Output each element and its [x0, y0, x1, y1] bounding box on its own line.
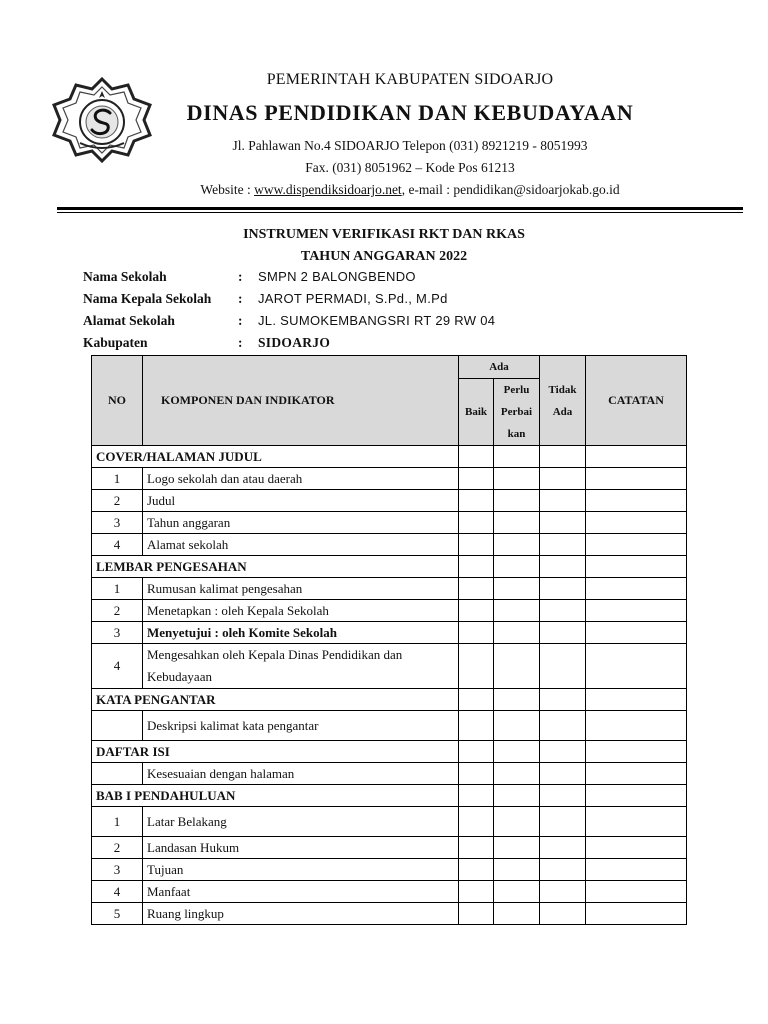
section-title: COVER/HALAMAN JUDUL — [92, 446, 459, 468]
website-link[interactable]: www.dispendiksidoarjo.net — [254, 182, 402, 197]
cell-baik[interactable] — [459, 807, 494, 837]
cell-baik[interactable] — [459, 881, 494, 903]
table-row — [92, 837, 687, 859]
header-tidak-ada-line1: Tidak — [548, 383, 577, 396]
cell-perlu-perbaikan[interactable] — [494, 600, 540, 622]
info-value: SIDOARJO — [258, 335, 331, 350]
cell-perlu-perbaikan[interactable] — [494, 881, 540, 903]
row-number: 2 — [92, 837, 143, 859]
row-number: 4 — [92, 881, 143, 903]
header-catatan: CATATAN — [586, 356, 687, 446]
row-number: 4 — [92, 644, 143, 689]
info-label: Alamat Sekolah — [83, 313, 175, 328]
email-text: , e-mail : pendidikan@sidoarjokab.go.id — [401, 182, 620, 197]
info-label: Nama Kepala Sekolah — [83, 291, 212, 306]
row-number: 2 — [92, 490, 143, 512]
section-title: BAB I PENDAHULUAN — [92, 785, 459, 807]
row-number: 3 — [92, 859, 143, 881]
table-row — [92, 763, 687, 785]
indicator-cell: Manfaat — [143, 881, 459, 903]
cell-perlu-perbaikan[interactable] — [494, 711, 540, 741]
row-number — [92, 711, 143, 741]
cell-baik[interactable] — [459, 837, 494, 859]
cell-perlu-perbaikan[interactable] — [494, 689, 540, 711]
header-komponen: KOMPONEN DAN INDIKATOR — [143, 356, 459, 446]
cell-catatan[interactable] — [586, 556, 687, 578]
letterhead-rule-thick — [57, 207, 743, 210]
cell-perlu-perbaikan[interactable] — [494, 807, 540, 837]
cell-tidak-ada[interactable] — [540, 512, 586, 534]
row-number: 1 — [92, 807, 143, 837]
cell-perlu-perbaikan[interactable] — [494, 534, 540, 556]
table-row — [92, 881, 687, 903]
cell-catatan[interactable] — [586, 741, 687, 763]
table-row — [92, 622, 687, 644]
row-number: 4 — [92, 534, 143, 556]
cell-baik[interactable] — [459, 512, 494, 534]
indicator-cell: Logo sekolah dan atau daerah — [143, 468, 459, 490]
header-perlu-perbaikan — [494, 379, 540, 446]
cell-catatan[interactable] — [586, 859, 687, 881]
cell-perlu-perbaikan[interactable] — [494, 446, 540, 468]
row-number — [92, 763, 143, 785]
row-number: 3 — [92, 512, 143, 534]
indicator-cell — [143, 644, 459, 689]
cell-baik[interactable] — [459, 534, 494, 556]
website-label: Website : — [200, 182, 255, 197]
row-number: 2 — [92, 600, 143, 622]
table-row — [92, 468, 687, 490]
indicator-cell: Menyetujui : oleh Komite Sekolah — [143, 622, 459, 644]
table-row — [92, 859, 687, 881]
table-row — [92, 534, 687, 556]
cell-tidak-ada[interactable] — [540, 859, 586, 881]
document-title: INSTRUMEN VERIFIKASI RKT DAN RKAS — [243, 227, 525, 242]
section-row — [92, 785, 687, 807]
header-perlu-line3: kan — [507, 428, 526, 440]
cell-tidak-ada[interactable] — [540, 578, 586, 600]
cell-perlu-perbaikan[interactable] — [494, 903, 540, 925]
cell-tidak-ada[interactable] — [540, 446, 586, 468]
table-row — [92, 903, 687, 925]
letterhead-agency: DINAS PENDIDIKAN DAN KEBUDAYAAN — [186, 100, 634, 125]
info-separator: : — [238, 269, 243, 284]
indicator-cell: Latar Belakang — [143, 807, 459, 837]
header-tidak-ada-line2: Ada — [552, 405, 573, 418]
cell-baik[interactable] — [459, 859, 494, 881]
header-no: NO — [92, 356, 143, 446]
cell-tidak-ada[interactable] — [540, 534, 586, 556]
table-row — [92, 807, 687, 837]
cell-baik[interactable] — [459, 622, 494, 644]
letterhead-government: PEMERINTAH KABUPATEN SIDOARJO — [266, 71, 554, 88]
row-number: 1 — [92, 578, 143, 600]
letterhead-rule-thin — [57, 212, 743, 213]
indicator-cell: Menetapkan : oleh Kepala Sekolah — [143, 600, 459, 622]
info-value: JL. SUMOKEMBANGSRI RT 29 RW 04 — [258, 313, 496, 328]
cell-tidak-ada[interactable] — [540, 711, 586, 741]
cell-tidak-ada[interactable] — [540, 689, 586, 711]
cell-catatan[interactable] — [586, 644, 687, 689]
table-row — [92, 578, 687, 600]
letterhead-fax: Fax. (031) 8051962 – Kode Pos 61213 — [305, 160, 515, 175]
row-number: 1 — [92, 468, 143, 490]
cell-tidak-ada[interactable] — [540, 490, 586, 512]
cell-baik[interactable] — [459, 644, 494, 689]
cell-tidak-ada[interactable] — [540, 763, 586, 785]
cell-catatan[interactable] — [586, 711, 687, 741]
cell-catatan[interactable] — [586, 512, 687, 534]
indicator-text-cont: Kebudayaan — [147, 669, 212, 684]
letterhead-contact — [130, 182, 690, 198]
header-baik: Baik — [459, 379, 494, 446]
indicator-cell: Tujuan — [143, 859, 459, 881]
cell-catatan[interactable] — [586, 807, 687, 837]
cell-catatan[interactable] — [586, 881, 687, 903]
cell-baik[interactable] — [459, 689, 494, 711]
cell-tidak-ada[interactable] — [540, 600, 586, 622]
table-header — [92, 356, 687, 446]
cell-baik[interactable] — [459, 903, 494, 925]
info-separator: : — [238, 291, 243, 306]
cell-perlu-perbaikan[interactable] — [494, 490, 540, 512]
table-row — [92, 600, 687, 622]
info-value: SMPN 2 BALONGBENDO — [258, 269, 416, 284]
cell-baik[interactable] — [459, 578, 494, 600]
header-ada: Ada — [459, 356, 540, 379]
row-number: 3 — [92, 622, 143, 644]
document-subtitle: TAHUN ANGGARAN 2022 — [300, 249, 468, 264]
cell-perlu-perbaikan[interactable] — [494, 578, 540, 600]
cell-tidak-ada[interactable] — [540, 903, 586, 925]
cell-tidak-ada[interactable] — [540, 468, 586, 490]
cell-perlu-perbaikan[interactable] — [494, 622, 540, 644]
header-tidak-ada — [540, 356, 586, 446]
section-title: LEMBAR PENGESAHAN — [92, 556, 459, 578]
cell-perlu-perbaikan[interactable] — [494, 468, 540, 490]
cell-tidak-ada[interactable] — [540, 837, 586, 859]
section-title: DAFTAR ISI — [92, 741, 459, 763]
cell-baik[interactable] — [459, 711, 494, 741]
letterhead-address: Jl. Pahlawan No.4 SIDOARJO Telepon (031) 8921219 - 8051993 — [232, 138, 588, 153]
info-separator: : — [238, 335, 243, 350]
header-perlu-line1: Perlu — [503, 384, 530, 396]
cell-catatan[interactable] — [586, 622, 687, 644]
section-row — [92, 446, 687, 468]
cell-tidak-ada[interactable] — [540, 785, 586, 807]
cell-baik[interactable] — [459, 446, 494, 468]
info-label: Nama Sekolah — [83, 269, 167, 284]
cell-tidak-ada[interactable] — [540, 807, 586, 837]
indicator-cell: Rumusan kalimat pengesahan — [143, 578, 459, 600]
section-row — [92, 556, 687, 578]
cell-perlu-perbaikan[interactable] — [494, 837, 540, 859]
cell-catatan[interactable] — [586, 446, 687, 468]
cell-catatan[interactable] — [586, 600, 687, 622]
cell-catatan[interactable] — [586, 763, 687, 785]
section-row — [92, 741, 687, 763]
cell-perlu-perbaikan[interactable] — [494, 763, 540, 785]
header-perlu-line2: Perbai — [500, 406, 533, 418]
cell-baik[interactable] — [459, 600, 494, 622]
table-row — [92, 490, 687, 512]
cell-catatan[interactable] — [586, 578, 687, 600]
cell-baik[interactable] — [459, 490, 494, 512]
cell-baik[interactable] — [459, 785, 494, 807]
cell-catatan[interactable] — [586, 468, 687, 490]
indicator-cell: Ruang lingkup — [143, 903, 459, 925]
table-body — [92, 446, 687, 925]
cell-perlu-perbaikan[interactable] — [494, 644, 540, 689]
indicator-cell: Kesesuaian dengan halaman — [143, 763, 459, 785]
cell-tidak-ada[interactable] — [540, 644, 586, 689]
table-row — [92, 711, 687, 741]
cell-perlu-perbaikan[interactable] — [494, 512, 540, 534]
cell-perlu-perbaikan[interactable] — [494, 556, 540, 578]
row-number: 5 — [92, 903, 143, 925]
indicator-text: Mengesahkan oleh Kepala Dinas Pendidikan dan — [147, 647, 403, 662]
cell-catatan[interactable] — [586, 903, 687, 925]
cell-tidak-ada[interactable] — [540, 556, 586, 578]
cell-catatan[interactable] — [586, 785, 687, 807]
cell-baik[interactable] — [459, 556, 494, 578]
info-separator: : — [238, 313, 243, 328]
verification-table — [91, 355, 687, 925]
cell-catatan[interactable] — [586, 689, 687, 711]
section-title: KATA PENGANTAR — [92, 689, 459, 711]
cell-baik[interactable] — [459, 763, 494, 785]
section-row — [92, 689, 687, 711]
indicator-cell: Judul — [143, 490, 459, 512]
cell-baik[interactable] — [459, 741, 494, 763]
cell-perlu-perbaikan[interactable] — [494, 785, 540, 807]
table-row — [92, 644, 687, 689]
cell-tidak-ada[interactable] — [540, 622, 586, 644]
info-value: JAROT PERMADI, S.Pd., M.Pd — [258, 291, 448, 306]
info-label: Kabupaten — [83, 335, 148, 350]
indicator-cell: Landasan Hukum — [143, 837, 459, 859]
indicator-cell: Alamat sekolah — [143, 534, 459, 556]
table-row — [92, 512, 687, 534]
indicator-cell: Tahun anggaran — [143, 512, 459, 534]
cell-perlu-perbaikan[interactable] — [494, 741, 540, 763]
cell-catatan[interactable] — [586, 534, 687, 556]
cell-catatan[interactable] — [586, 837, 687, 859]
cell-tidak-ada[interactable] — [540, 881, 586, 903]
indicator-cell: Deskripsi kalimat kata pengantar — [143, 711, 459, 741]
cell-baik[interactable] — [459, 468, 494, 490]
cell-catatan[interactable] — [586, 490, 687, 512]
cell-perlu-perbaikan[interactable] — [494, 859, 540, 881]
cell-tidak-ada[interactable] — [540, 741, 586, 763]
